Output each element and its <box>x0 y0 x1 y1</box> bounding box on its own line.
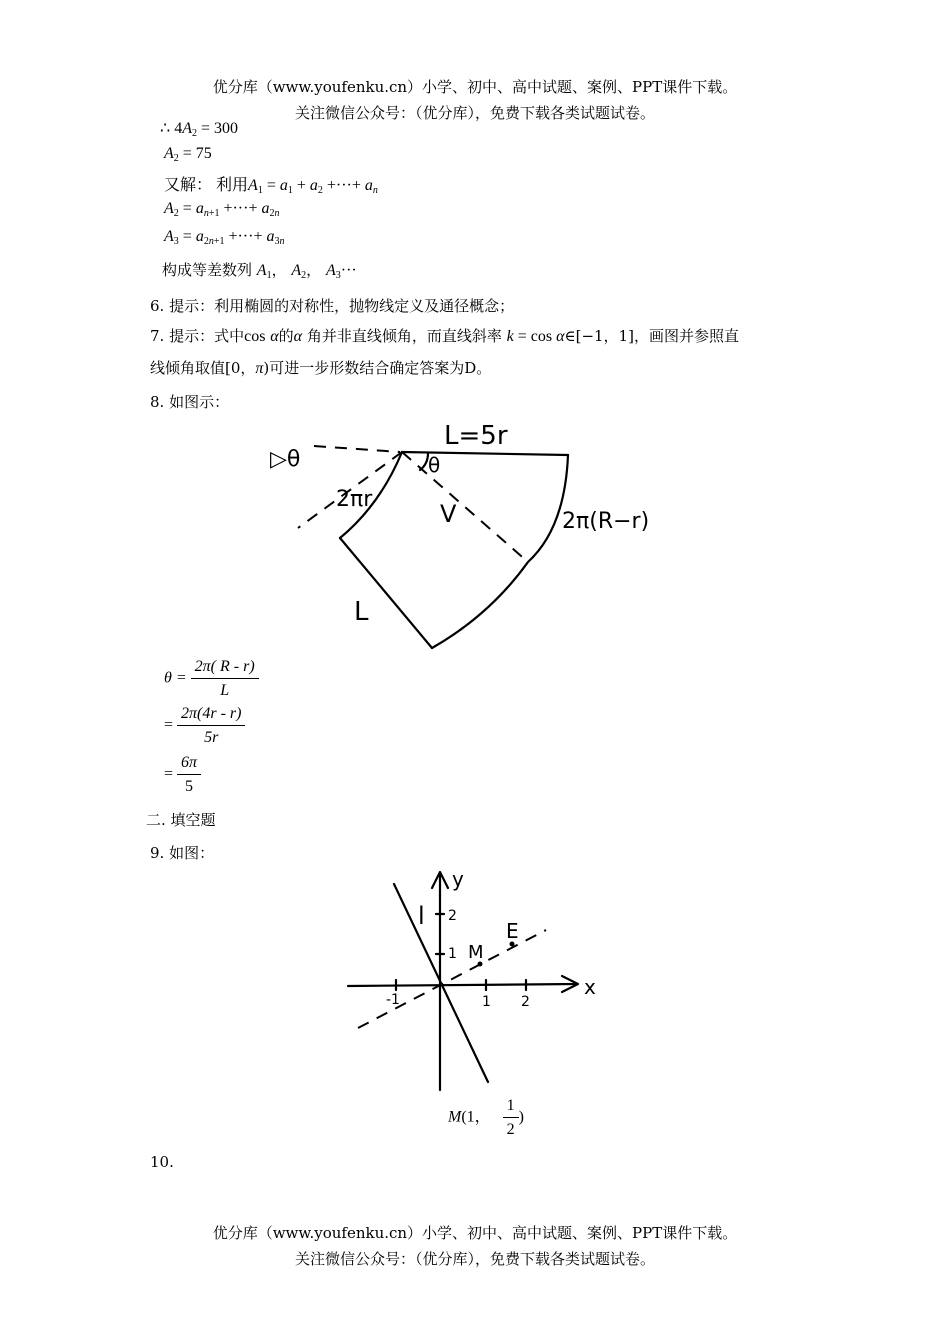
eq-a3-sum: $A_3 = a_{2n+1}$ +···+ $a_{3n}$ <box>164 228 285 247</box>
label-e: E <box>506 919 519 943</box>
footer-line-1: 优分库（www.youfenku.cn）小学、初中、高中试题、案例、PPT课件下载。 <box>212 1224 738 1242</box>
point-m-coords: M(1， $\frac{1}{2}$ ) <box>448 1097 524 1138</box>
label-x-axis: x <box>584 975 596 999</box>
hint-8: 8. 如图示： <box>150 393 230 411</box>
label-l-eq-5r: L=5r <box>444 421 508 451</box>
label-theta-left: ▷θ <box>270 447 301 472</box>
label-l-side: L <box>354 597 369 627</box>
hint-9: 9. 如图： <box>150 844 215 862</box>
eq-4a2: ∴ $4A_2 = 300$ <box>160 120 238 139</box>
header-line-2: 关注微信公众号：（优分库），免费下载各类试题试卷。 <box>294 104 655 122</box>
theta-eq-3: = $\frac{6\pi}{5}$ <box>164 754 201 796</box>
label-2pi-r-diff: 2π(R−r) <box>562 509 650 534</box>
eq-arith-seq: 构成等差数列 $A_1$， $A_2$， $A_3\cdot\cdot\cdot$ <box>162 261 357 281</box>
label-line-l: l <box>418 902 425 930</box>
header-line-1: 优分库（www.youfenku.cn）小学、初中、高中试题、案例、PPT课件下载。 <box>212 78 738 96</box>
hint-7-line2: 线倾角取值[0，π)可进一步形数结合确定答案为D。 <box>150 359 492 377</box>
hint-7-line1: 7. 提示：式中cos α的α 角并非直线倾角，而直线斜率 k = cos α∈[−1，1]，画图并参照直 <box>150 327 739 345</box>
tick-label-y1: 1 <box>448 946 457 962</box>
theta-eq-1: θ = $\frac{2\pi( R - r)}{L}$ <box>164 658 259 700</box>
label-theta-right: θ <box>428 453 441 477</box>
label-y-axis: y <box>452 867 464 891</box>
tick-label-x2: 2 <box>521 994 530 1010</box>
tick-label-y2: 2 <box>448 908 457 924</box>
figure-coordinate-sketch <box>340 858 610 1098</box>
eq-alt-solution: 又解： 利用$A_1 = a_1 + a_2$ +···+ $a_n$ <box>164 177 378 196</box>
tick-label-x1: 1 <box>482 994 491 1010</box>
label-m: M <box>468 942 484 963</box>
figure-frustum-sketch <box>260 410 700 660</box>
section-fill-blank: 二. 填空题 <box>146 811 216 829</box>
eq-a2: $A_2 = 75$ <box>164 145 212 164</box>
label-2pi-r: 2πr <box>336 487 373 512</box>
hint-6: 6. 提示：利用椭圆的对称性，抛物线定义及通径概念； <box>150 297 515 315</box>
item-10: 10. <box>150 1153 174 1171</box>
footer-line-2: 关注微信公众号：（优分库），免费下载各类试题试卷。 <box>294 1250 655 1268</box>
tick-label-neg1: -1 <box>386 992 400 1008</box>
label-v: V <box>440 500 457 528</box>
theta-eq-2: = $\frac{2\pi(4r - r)}{5r}$ <box>164 705 245 747</box>
eq-a2-sum: $A_2 = a_{n+1}$ +···+ $a_{2n}$ <box>164 200 280 219</box>
